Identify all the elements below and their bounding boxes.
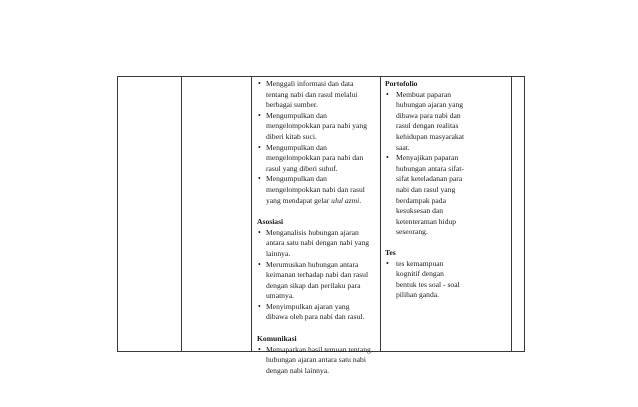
exploration-list [257,79,377,206]
tes-heading: Tes [385,247,396,257]
komunikasi-list [257,345,377,377]
assessment-cell [382,77,510,301]
column-divider-1 [181,77,182,351]
list-item: • Mengumpulkan dan mengelompokkan nabi dan rasul yang mendapat gelar ulul azmi. [257,174,377,206]
list-item: • Menyimpulkan ajaran yang dibawa oleh para nabi dan rasul. [257,302,377,323]
last-line: yang mendapat gelar ulul azmi. [266,195,362,205]
list-item: • Mengumpulkan dan mengelompokkan para nabi yang diberi kitab suci. [257,111,377,143]
list-item: • tes kemampuan kognitif dengan bentuk tes soal - soal pilihan ganda. [385,259,507,301]
learning-activities-cell [253,77,380,376]
asosiasi-list [257,228,377,323]
portofolio-list [385,90,507,238]
column-divider-3 [380,77,381,351]
list-item: • Merumuskan hubungan antara keimanan terhadap nabi dan rasul dengan sikap dan perilaku para umatnya. [257,260,377,302]
rpp-table [117,76,525,375]
column-divider-2 [251,77,252,351]
list-item: • Mengumpulkan dan mengelompokkan para nabi dan rasul yang diberi suhuf. [257,143,377,175]
list-item: • Menyajikan paparan hubungan antara sifat- sifat keteladanan para nabi dan rasul yang berdampak pada kesuksesan dan ketenteraman hidup seseorang. [385,153,507,238]
list-item: • Memaparkan hasil temuan tentang hubungan ajaran antara satu nabi dengan nabi lainnya. [257,345,377,377]
list-item: • Menganalisis hubungan ajaran antara satu nabi dengan nabi yang lainnya. [257,228,377,260]
komunikasi-heading: Komunikasi [257,334,297,344]
column-divider-4 [511,77,512,351]
asosiasi-heading: Asosiasi [257,217,284,227]
list-item: • Membuat paparan hubungan ajaran yang dibawa para nabi dan rasul dengan realitas kehidupan masyarakat saat. [385,90,507,154]
tes-list [385,259,507,301]
list-item: • Menggali informasi dan data tentang nabi dan rasul melalui berbagai sumber. [257,79,377,111]
portofolio-heading: Portofolio [385,79,418,88]
